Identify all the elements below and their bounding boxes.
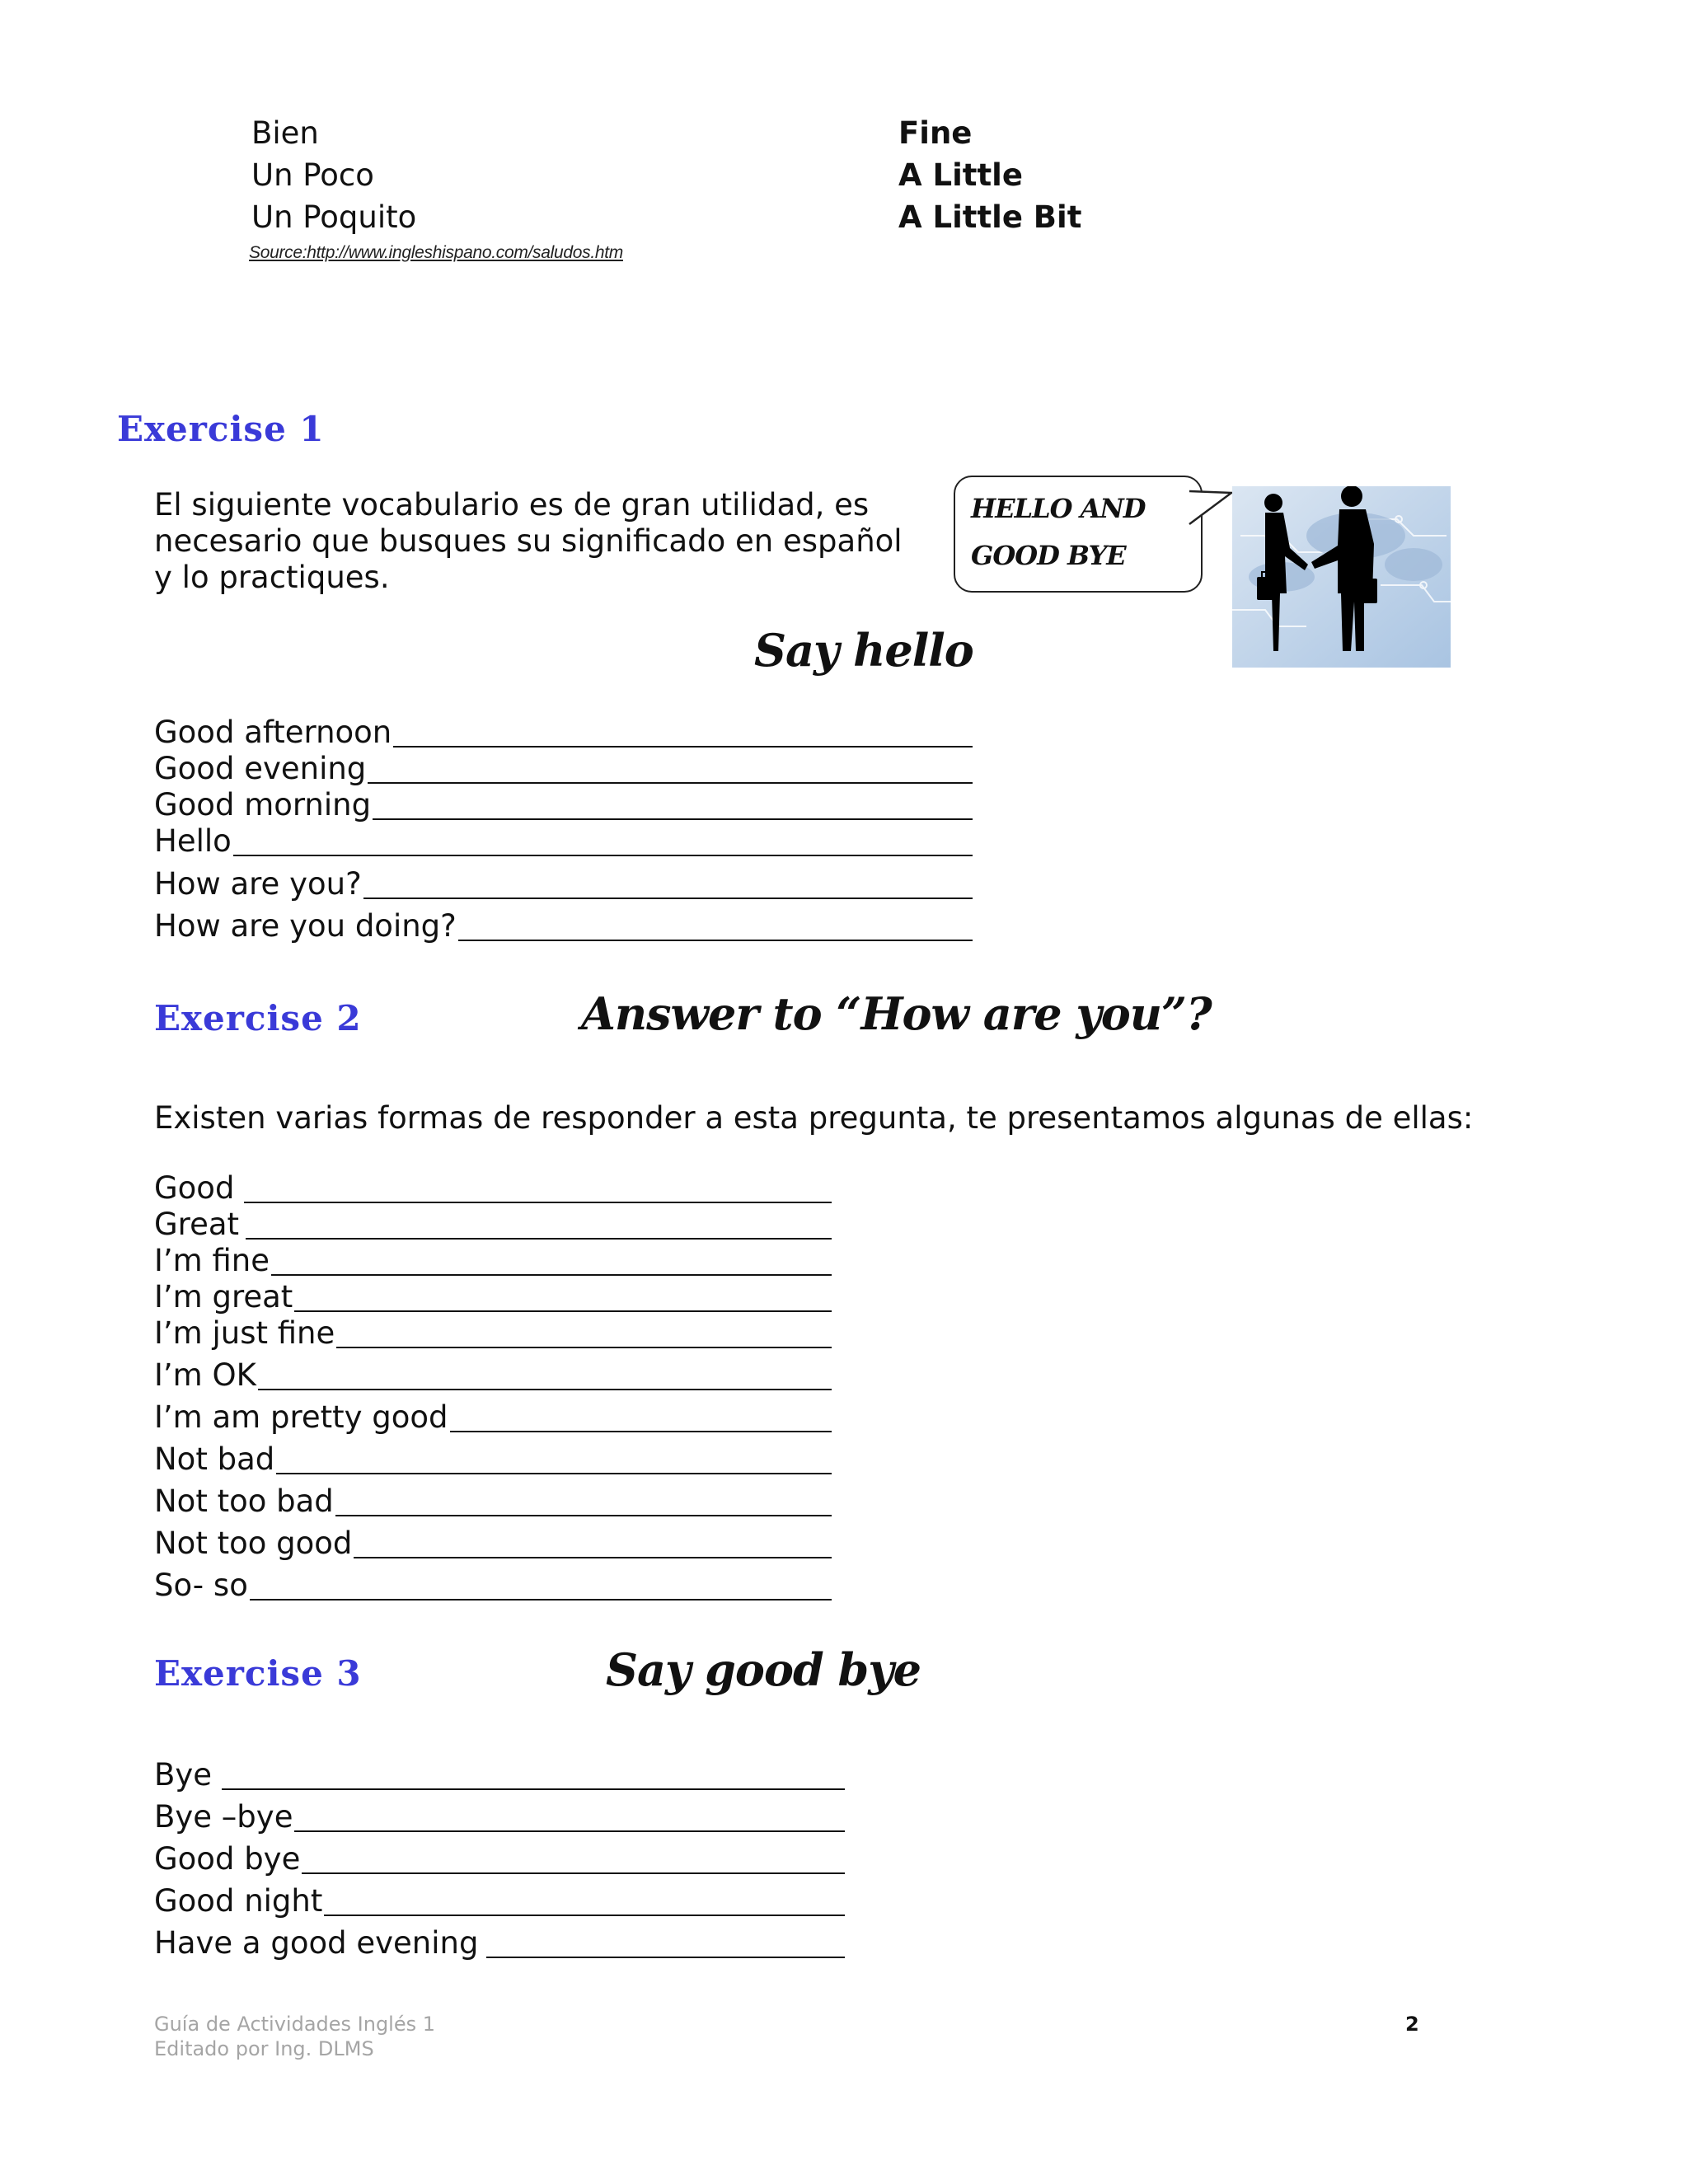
ex2-answer-line-2[interactable] — [246, 1238, 832, 1240]
ex3-answer-line-2[interactable] — [294, 1830, 845, 1832]
ex1-row-3 — [154, 786, 973, 824]
ex2-answer-line-10[interactable] — [354, 1557, 832, 1558]
ex2-answer-line-1[interactable] — [244, 1202, 832, 1203]
vocab-en-2: A Little — [898, 157, 1023, 193]
ex2-answer-line-9[interactable] — [335, 1515, 832, 1516]
exercise-3-title: Exercise 3 — [154, 1653, 362, 1694]
footer-guide-title: Guía de Actividades Inglés 1 — [154, 2013, 436, 2036]
ex3-row-2 — [154, 1798, 845, 1836]
ex2-row-4 — [154, 1278, 832, 1316]
ex3-row-4 — [154, 1882, 845, 1920]
ex2-row-11 — [154, 1567, 832, 1605]
ex2-label-9: Not too bad — [154, 1483, 334, 1519]
vocab-es-1: Bien — [251, 115, 319, 151]
vocab-es-2: Un Poco — [251, 157, 374, 193]
ex1-label-4: Hello — [154, 823, 232, 859]
ex2-label-11: So- so — [154, 1568, 248, 1603]
ex3-row-1 — [154, 1756, 845, 1794]
ex2-label-10: Not too good — [154, 1526, 353, 1561]
exercise-1-title: Exercise 1 — [117, 409, 325, 449]
ex1-answer-line-1[interactable] — [393, 746, 973, 748]
ex2-row-6 — [154, 1357, 832, 1394]
ex2-label-4: I’m great — [154, 1279, 293, 1315]
ex1-row-1 — [154, 714, 973, 752]
ex1-label-2: Good evening — [154, 751, 367, 786]
ex2-label-3: I’m fine — [154, 1243, 270, 1278]
exercise-1-instruction-3: y lo practiques. — [154, 560, 390, 595]
ex3-label-3: Good bye — [154, 1841, 301, 1877]
ex2-row-8 — [154, 1441, 832, 1479]
ex1-answer-line-5[interactable] — [363, 898, 973, 899]
ex2-label-2: Great — [154, 1207, 240, 1242]
exercise-2-title: Exercise 2 — [154, 998, 362, 1038]
ex2-row-1 — [154, 1169, 832, 1207]
ex2-row-10 — [154, 1525, 832, 1563]
ex2-label-1: Good — [154, 1170, 235, 1206]
bubble-text-2: GOOD BYE — [971, 540, 1126, 571]
ex2-label-5: I’m just fine — [154, 1315, 335, 1351]
ex3-answer-line-5[interactable] — [486, 1957, 845, 1958]
ex2-row-3 — [154, 1242, 832, 1280]
ex3-row-3 — [154, 1840, 845, 1878]
ex1-row-2 — [154, 750, 973, 788]
footer-editor: Editado por Ing. DLMS — [154, 2037, 374, 2060]
ex2-answer-line-3[interactable] — [271, 1274, 832, 1276]
ex2-answer-line-8[interactable] — [276, 1473, 832, 1474]
ex2-row-9 — [154, 1483, 832, 1521]
ex1-row-5 — [154, 865, 973, 903]
ex2-answer-line-7[interactable] — [450, 1431, 832, 1432]
answer-how-are-you-title: Answer to “How are you”? — [581, 987, 1212, 1040]
source-link[interactable]: Source:http://www.ingleshispano.com/saludos.htm — [249, 243, 623, 262]
ex1-answer-line-2[interactable] — [368, 782, 973, 784]
handshake-illustration — [1232, 486, 1451, 668]
ex1-answer-line-4[interactable] — [233, 855, 973, 856]
ex3-answer-line-3[interactable] — [302, 1872, 845, 1874]
ex1-row-6 — [154, 907, 973, 945]
ex2-answer-line-11[interactable] — [250, 1599, 832, 1601]
speech-bubble-tail — [1189, 485, 1238, 534]
bubble-text-1: HELLO AND — [971, 493, 1146, 524]
ex2-row-7 — [154, 1399, 832, 1436]
exercise-2-intro: Existen varias formas de responder a esta pregunta, te presentamos algunas de ellas: — [154, 1100, 1474, 1136]
ex3-row-5 — [154, 1924, 845, 1962]
ex1-answer-line-3[interactable] — [373, 818, 973, 820]
vocab-en-1: Fine — [898, 115, 973, 151]
ex2-answer-line-5[interactable] — [336, 1347, 832, 1348]
say-good-bye-title: Say good bye — [606, 1643, 921, 1696]
ex1-label-1: Good afternoon — [154, 715, 392, 750]
ex1-label-5: How are you? — [154, 866, 362, 902]
ex3-answer-line-1[interactable] — [222, 1788, 845, 1790]
ex2-label-7: I’m am pretty good — [154, 1399, 448, 1435]
ex2-row-5 — [154, 1315, 832, 1352]
ex2-row-2 — [154, 1206, 832, 1244]
vocab-es-3: Un Poquito — [251, 199, 417, 235]
ex3-label-1: Bye — [154, 1757, 213, 1793]
ex1-answer-line-6[interactable] — [458, 940, 973, 941]
ex2-label-6: I’m OK — [154, 1357, 256, 1393]
ex3-label-4: Good night — [154, 1883, 323, 1919]
say-hello-title: Say hello — [754, 624, 973, 677]
ex2-answer-line-6[interactable] — [258, 1389, 832, 1390]
ex2-label-8: Not bad — [154, 1441, 275, 1477]
ex1-label-3: Good morning — [154, 787, 372, 823]
exercise-1-instruction-1: El siguiente vocabulario es de gran utilidad, es — [154, 487, 870, 523]
ex3-label-2: Bye –bye — [154, 1799, 293, 1835]
vocab-en-3: A Little Bit — [898, 199, 1082, 235]
ex2-answer-line-4[interactable] — [294, 1310, 832, 1312]
ex3-label-5: Have a good evening — [154, 1925, 479, 1961]
ex1-label-6: How are you doing? — [154, 908, 457, 944]
ex3-answer-line-4[interactable] — [324, 1915, 845, 1916]
exercise-1-instruction-2: necesario que busques su significado en español — [154, 523, 903, 559]
page-number: 2 — [1405, 2013, 1419, 2036]
ex1-row-4 — [154, 823, 973, 860]
